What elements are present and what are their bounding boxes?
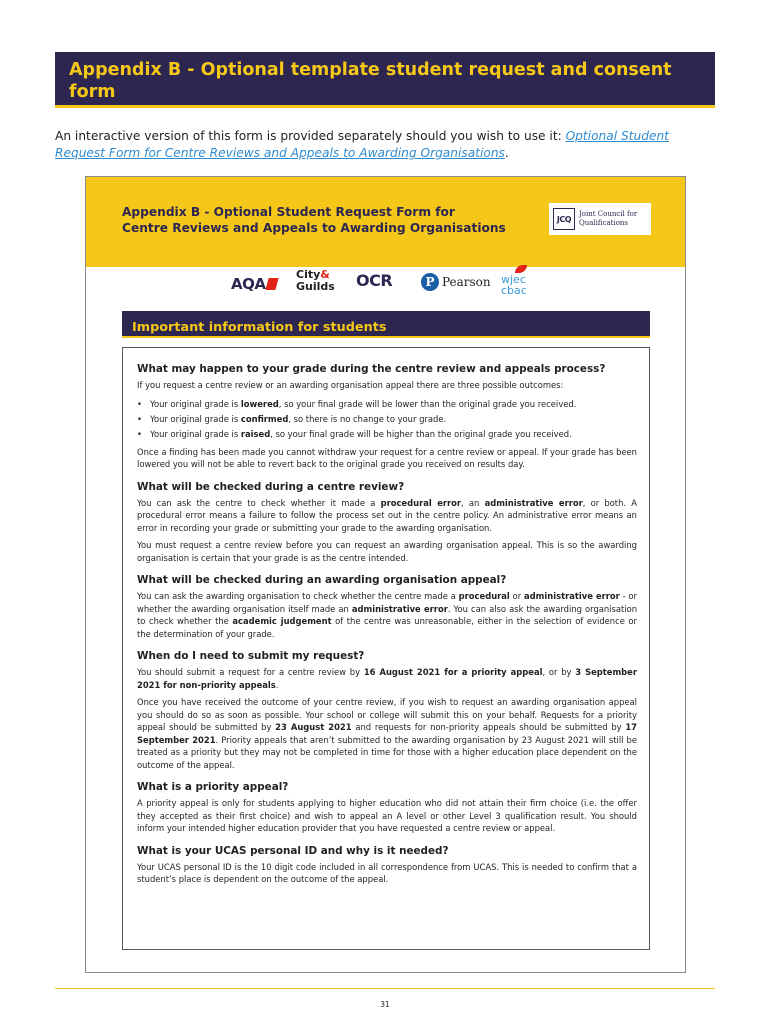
form-title: Appendix B - Optional Student Request Form for Centre Reviews and Appeals to Awarding Organisations	[122, 205, 506, 235]
page-number: 31	[380, 1000, 390, 1009]
intro-text: An interactive version of this form is provided separately should you wish to use it: Optional Student Request Form for Centre Reviews and Appeals to Awarding Organisations.	[55, 129, 669, 160]
list-item: • Your original grade is lowered, so your final grade will be lower than the original grade you received.	[137, 397, 637, 412]
jcq-logo	[549, 203, 651, 235]
form-header	[86, 177, 685, 267]
aqa-logo: AQA	[231, 275, 277, 293]
footer-divider	[55, 988, 715, 989]
awarding-body-logos	[226, 265, 556, 305]
appendix-banner	[55, 52, 715, 108]
request-form-page	[85, 176, 686, 973]
outcomes-intro: If you request a centre review or an awarding organisation appeal there are three possible outcomes:	[137, 380, 564, 390]
centre-review-requirement: You must request a centre review before you can request an awarding organisation appeal. This is so the awarding organisation is certain that your grade is as the centre intended.	[137, 540, 637, 563]
heading-submit-deadline: When do I need to submit my request?	[137, 650, 365, 662]
deadline-paragraph: You should submit a request for a centre review by 16 August 2021 for a priority appeal, or by 3 September 2021 for non-priority appeals.	[137, 667, 637, 690]
city-guilds-logo: City& Guilds	[296, 268, 335, 293]
appendix-title: Appendix B - Optional template student request and consent form	[69, 60, 672, 102]
heading-priority-appeal: What is a priority appeal?	[137, 781, 289, 793]
wjec-leaf-icon	[515, 265, 527, 273]
section-bar-title: Important information for students	[132, 320, 387, 335]
heading-grade-outcomes: What may happen to your grade during the centre review and appeals process?	[137, 363, 606, 375]
form-link[interactable]: Optional Student Request Form for Centre Reviews and Appeals to Awarding Organisations	[55, 129, 669, 160]
pearson-logo: P Pearson	[421, 273, 491, 291]
ao-deadline-paragraph: Once you have received the outcome of your centre review, if you wish to request an awarding organisation appeal you should do so as soon as possible. Your school or college will submit this on your behalf. Requests for a priority appeal should be submitted by 23 August 2021 and requests for non-priority appeals should be submitted by 17 September 2021. Priority appeals that aren’t submitted to the awarding organisation by 23 August 2021 will still be treated as a priority but they may not be completed in time for those with a higher education place dependent on the outcome of the appeal.	[137, 697, 638, 770]
list-item: • Your original grade is confirmed, so there is no change to your grade.	[137, 412, 637, 427]
section-bar	[122, 311, 650, 338]
priority-appeal-paragraph: A priority appeal is only for students applying to higher education who did not attain their firm choice (i.e. the offer they accepted as their first choice) and wish to appeal an A level or other Level 3 qualification result. You should inform your intended higher education provider that you have requested a centre review or appeal.	[137, 798, 637, 833]
aqa-mark-icon	[266, 278, 279, 290]
heading-centre-review: What will be checked during a centre review?	[137, 480, 405, 493]
information-box	[122, 347, 650, 950]
list-item: • Your original grade is raised, so your final grade will be higher than the original grade you received.	[137, 427, 637, 442]
ao-appeal-paragraph: You can ask the awarding organisation to check whether the centre made a procedural or administrative error - or whether the awarding organisation itself made an administrative error. You can also ask the awarding organisation to check whether the academic judgement of the centre was unreasonable, either in the selection of evidence or the determination of your grade.	[137, 591, 637, 639]
centre-review-paragraph: You can ask the centre to check whether it made a procedural error, an administrative error, or both. A procedural error means a failure to follow the process set out in the centre policy. An administrative error means an error in recording your grade or submitting your grade to the awarding organisation.	[137, 497, 638, 533]
outcomes-list	[137, 397, 637, 442]
ucas-id-paragraph: Your UCAS personal ID is the 10 digit code included in all correspondence from UCAS. This is needed to confirm that a student’s place is dependent on the outcome of the appeal.	[137, 861, 637, 884]
finding-paragraph: Once a finding has been made you cannot withdraw your request for a centre review or appeal. If your grade has been lowered you will not be able to revert back to the original grade you received on results day.	[137, 446, 637, 469]
heading-ao-appeal: What will be checked during an awarding organisation appeal?	[137, 574, 507, 586]
heading-ucas-id: What is your UCAS personal ID and why is it needed?	[137, 844, 449, 857]
jcq-name: Joint Council for Qualifications	[579, 210, 638, 227]
wjec-cbac-logo: wjec cbac	[501, 265, 527, 296]
ocr-logo: OCR	[356, 271, 393, 290]
jcq-mark-icon: JCQ	[553, 208, 575, 230]
pearson-p-icon: P	[421, 273, 439, 291]
